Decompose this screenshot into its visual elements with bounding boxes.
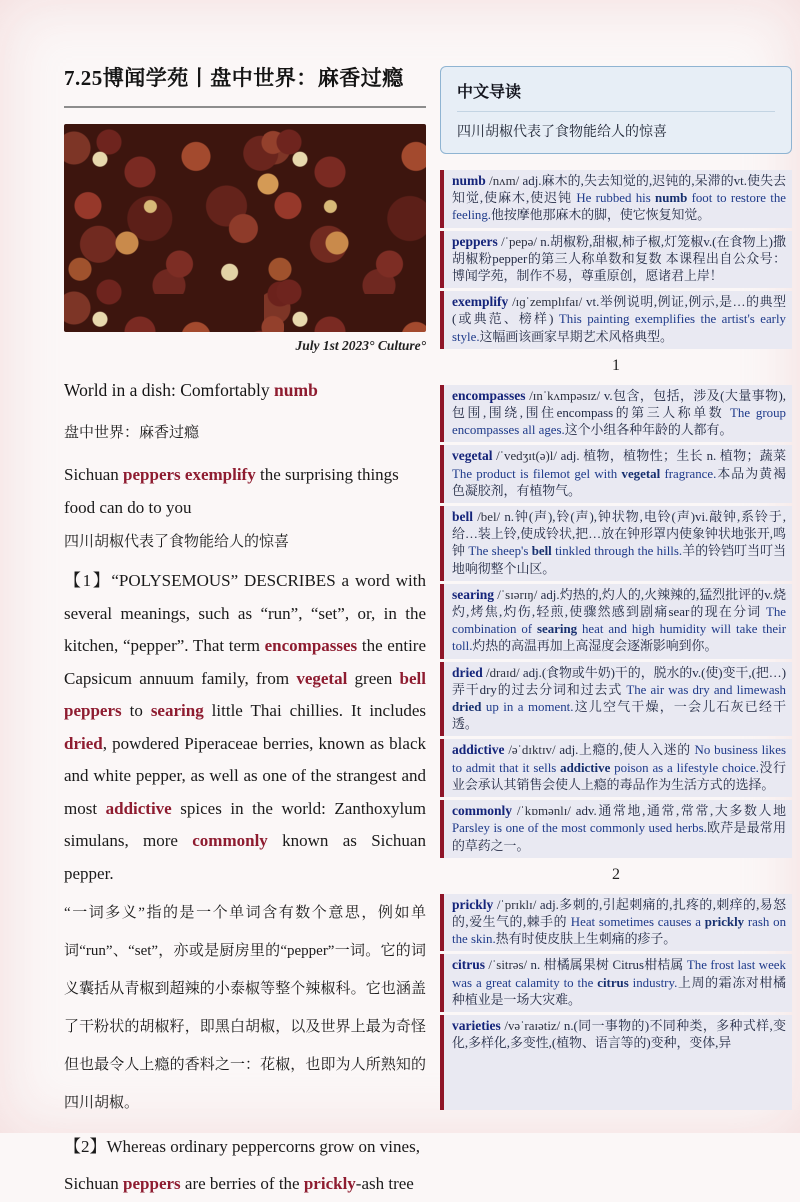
example-translation: 热有时使皮肤上生刺痛的疹子。	[495, 932, 677, 947]
vocab-entry	[440, 800, 792, 858]
definition: adj.灼热的,灼人的,火辣辣的,猛烈批评的v.烧灼,烤焦,灼伤,轻煎,使骤然感到剧痛sear的现在分词	[452, 587, 786, 620]
article-standfirst-zh: 四川胡椒代表了食物能给人的惊喜	[64, 534, 290, 550]
vocab-entry	[440, 894, 792, 952]
sidebar-column	[440, 66, 792, 1113]
example-sentence: The air was dry and limewash dried up in a moment.	[452, 682, 787, 715]
vocab-column	[440, 170, 792, 1110]
vocab-entry	[440, 739, 792, 797]
example-translation: 这幅画该画家早期艺术风格典型。	[479, 329, 673, 344]
vocab-entry	[440, 954, 792, 1012]
headword: exemplify	[452, 294, 509, 310]
example-sentence: This painting exemplifies the artist's early style.	[452, 312, 786, 344]
phonetic: /vəˈraɪətiz/	[500, 1018, 564, 1033]
example-translation: 羊的铃铛叮当叮当地响彻整个山区。	[452, 544, 786, 576]
phonetic: /nʌm/	[485, 174, 523, 188]
vocab-entry	[440, 1015, 792, 1110]
example-translation: 欧芹是最常用的草药之一。	[452, 821, 787, 853]
example-translation: 上周的霜冻对柑橘种植业是一场大灾难。	[452, 975, 786, 1007]
example-sentence: He rubbed his numb foot to restore the feeling.	[452, 191, 786, 223]
headword: commonly	[452, 803, 512, 819]
article-headline-zh: 盘中世界：麻香过瘾	[64, 425, 200, 441]
phonetic: /ɪnˈkʌmpəsɪz/	[525, 388, 604, 403]
sichuan-pepper-photo	[64, 124, 426, 332]
article-standfirst: Sichuan peppers exemplify the surprising things food can do to you	[64, 465, 399, 517]
example-translation: 灼热的高温再加上高湿度会逐渐影响到你。	[472, 639, 718, 654]
vocab-entry	[440, 170, 792, 228]
example-sentence: The frost last week was a great calamity to the citrus industry.	[452, 958, 786, 990]
vocab-entry	[440, 385, 792, 443]
definition: n.胡椒粉,甜椒,柿子椒,灯笼椒v.(在食物上)撒胡椒粉pepper的第三人称单数和复数 本课程出自公众号：博闻学苑，制作不易，尊重原创，愿诸君上岸！	[452, 234, 786, 284]
headword: prickly	[452, 896, 494, 912]
phonetic: /ˈsitrəs/	[485, 958, 531, 973]
example-sentence: The product is filemot gel with vegetal fragrance.	[452, 466, 717, 481]
vocab-entry	[440, 445, 792, 503]
headword: encompasses	[452, 387, 526, 403]
headword: searing	[452, 586, 494, 602]
vocab-entry	[440, 584, 792, 659]
definition: adj.多刺的,引起刺痛的,扎疼的,刺痒的,易怒的,爱生气的,棘手的	[452, 897, 786, 929]
article-paragraph-1: 【1】“POLYSEMOUS” DESCRIBES a word with several meanings, such as “run”, “set”, or, in the kitchen, “pepper”. That term encompasses the entire Capsicum annuum family, from vegetal green bell peppers to searing little Thai chillies. It includes dried, powdered Piperaceae berries, known as black and white pepper, as well as one of the strangest and most addictive spices in the world: Zanthoxylum simulans, more commonly known as Sichuan pepper.	[64, 571, 427, 883]
definition: v.包含，包括，涉及(大量事物),包围,围绕,围住encompass的第三人称单数	[452, 388, 786, 421]
example-sentence: The combination of searing heat and high humidity will take their toll.	[452, 605, 787, 654]
definition: adj.(食物或牛奶)干的，脱水的v.(使)变干,(把…)弄干dry的过去分词和过去式	[452, 665, 786, 697]
definition: n. 柑橘属果树 Citrus柑桔属	[530, 958, 684, 973]
phonetic: /ˈvedʒɪt(ə)l/	[492, 449, 561, 464]
example-sentence: Parsley is one of the most commonly used herbs.	[452, 821, 707, 836]
phonetic: /ˈprɪklɪ/	[493, 897, 540, 912]
definition: adj.上瘾的,使人入迷的	[559, 743, 691, 758]
chinese-guide-box	[440, 66, 792, 154]
example-sentence: The sheep's bell tinkled through the hills.	[465, 544, 683, 559]
phonetic: /əˈdɪktɪv/	[504, 743, 560, 758]
headword: addictive	[452, 742, 505, 758]
page-number: 1	[612, 356, 620, 374]
article-paragraph-1-zh: “一词多义”指的是一个单词含有数个意思，例如单词“run”、“set”，亦或是厨房里的“pepper”一词。它的词义囊括从青椒到超辣的小泰椒等整个辣椒科。它也涵盖了干粉状的胡椒籽，即黑白胡椒，以及世界上最为奇怪但也最令人上瘾的香料之一：花椒，也即为人所熟知的四川胡椒。	[64, 905, 426, 1111]
article-column	[64, 62, 426, 1202]
example-sentence: The group encompasses all ages.	[452, 406, 786, 438]
example-translation: 这个小组各种年龄的人都有。	[564, 423, 733, 438]
guide-box-title: 中文导读	[457, 79, 775, 112]
phonetic: /bel/	[473, 510, 505, 525]
headword: vegetal	[452, 448, 493, 464]
phonetic: /ˈsɪərɪŋ/	[494, 587, 541, 602]
definition: adj.麻木的,失去知觉的,迟钝的,呆滞的vt.使失去知觉,使麻木,使迟钝	[452, 174, 787, 206]
vocab-entry	[440, 662, 792, 737]
phonetic: /ɪɡˈzemplɪfaɪ/	[508, 295, 587, 310]
headword: numb	[452, 173, 486, 188]
headword: varieties	[452, 1017, 501, 1033]
page-title: 7.25博闻学苑丨盘中世界：麻香过瘾	[64, 62, 426, 108]
example-translation: 他按摩他那麻木的脚，使它恢复知觉。	[491, 208, 711, 223]
vocab-entry	[440, 506, 792, 581]
vocab-entry	[440, 231, 792, 289]
headword: dried	[452, 664, 483, 680]
example-translation: 没行业会承认其销售会使人上瘾的毒品作为生活方式的选择。	[452, 760, 786, 792]
definition: vt.举例说明,例证,例示,是…的典型(或典范、榜样)	[452, 295, 787, 327]
example-translation: 本品为黄褐色凝胶剂，有植物气。	[452, 466, 787, 498]
article-headline: World in a dish: Comfortably numb	[64, 380, 318, 400]
headword: bell	[452, 509, 474, 525]
phonetic: /ˈpepə/	[497, 234, 541, 249]
definition: adv.通常地,通常,常常,大多数人地	[575, 804, 786, 819]
headword: peppers	[452, 233, 498, 249]
example-sentence: Heat sometimes causes a prickly rash on the skin.	[452, 914, 787, 947]
example-sentence: No business likes to admit that it sells addictive poison as a lifestyle choice.	[452, 743, 786, 775]
definition: n.钟(声),铃(声),钟状物,电铃(声)vi.敲钟,系铃于,给…装上铃,使成铃状,把…放在钟形罩内使象钟状地张开,鸣钟	[452, 510, 786, 559]
article-paragraph-2: 【2】Whereas ordinary peppercorns grow on vines, Sichuan peppers are berries of the prickly-ash tree	[64, 1137, 420, 1193]
example-translation: 这儿空气干燥，一会儿石灰已经干透。	[452, 700, 787, 732]
headword: citrus	[452, 957, 485, 973]
phonetic: /ˈkɒmənlɪ/	[512, 804, 576, 819]
vocab-entry	[440, 291, 792, 349]
definition: n.(同一事物的)不同种类，多种式样,变化,多样化,多变性,(植物、语言等的)变种，变体,异	[452, 1018, 786, 1051]
photo-caption: July 1st 2023° Culture°	[295, 338, 426, 353]
phonetic: /draɪd/	[482, 665, 523, 680]
page-number: 2	[612, 865, 620, 883]
definition: adj. 植物，植物性；生长 n. 植物；蔬菜	[560, 449, 786, 464]
guide-box-text: 四川胡椒代表了食物能给人的惊喜	[457, 123, 667, 139]
